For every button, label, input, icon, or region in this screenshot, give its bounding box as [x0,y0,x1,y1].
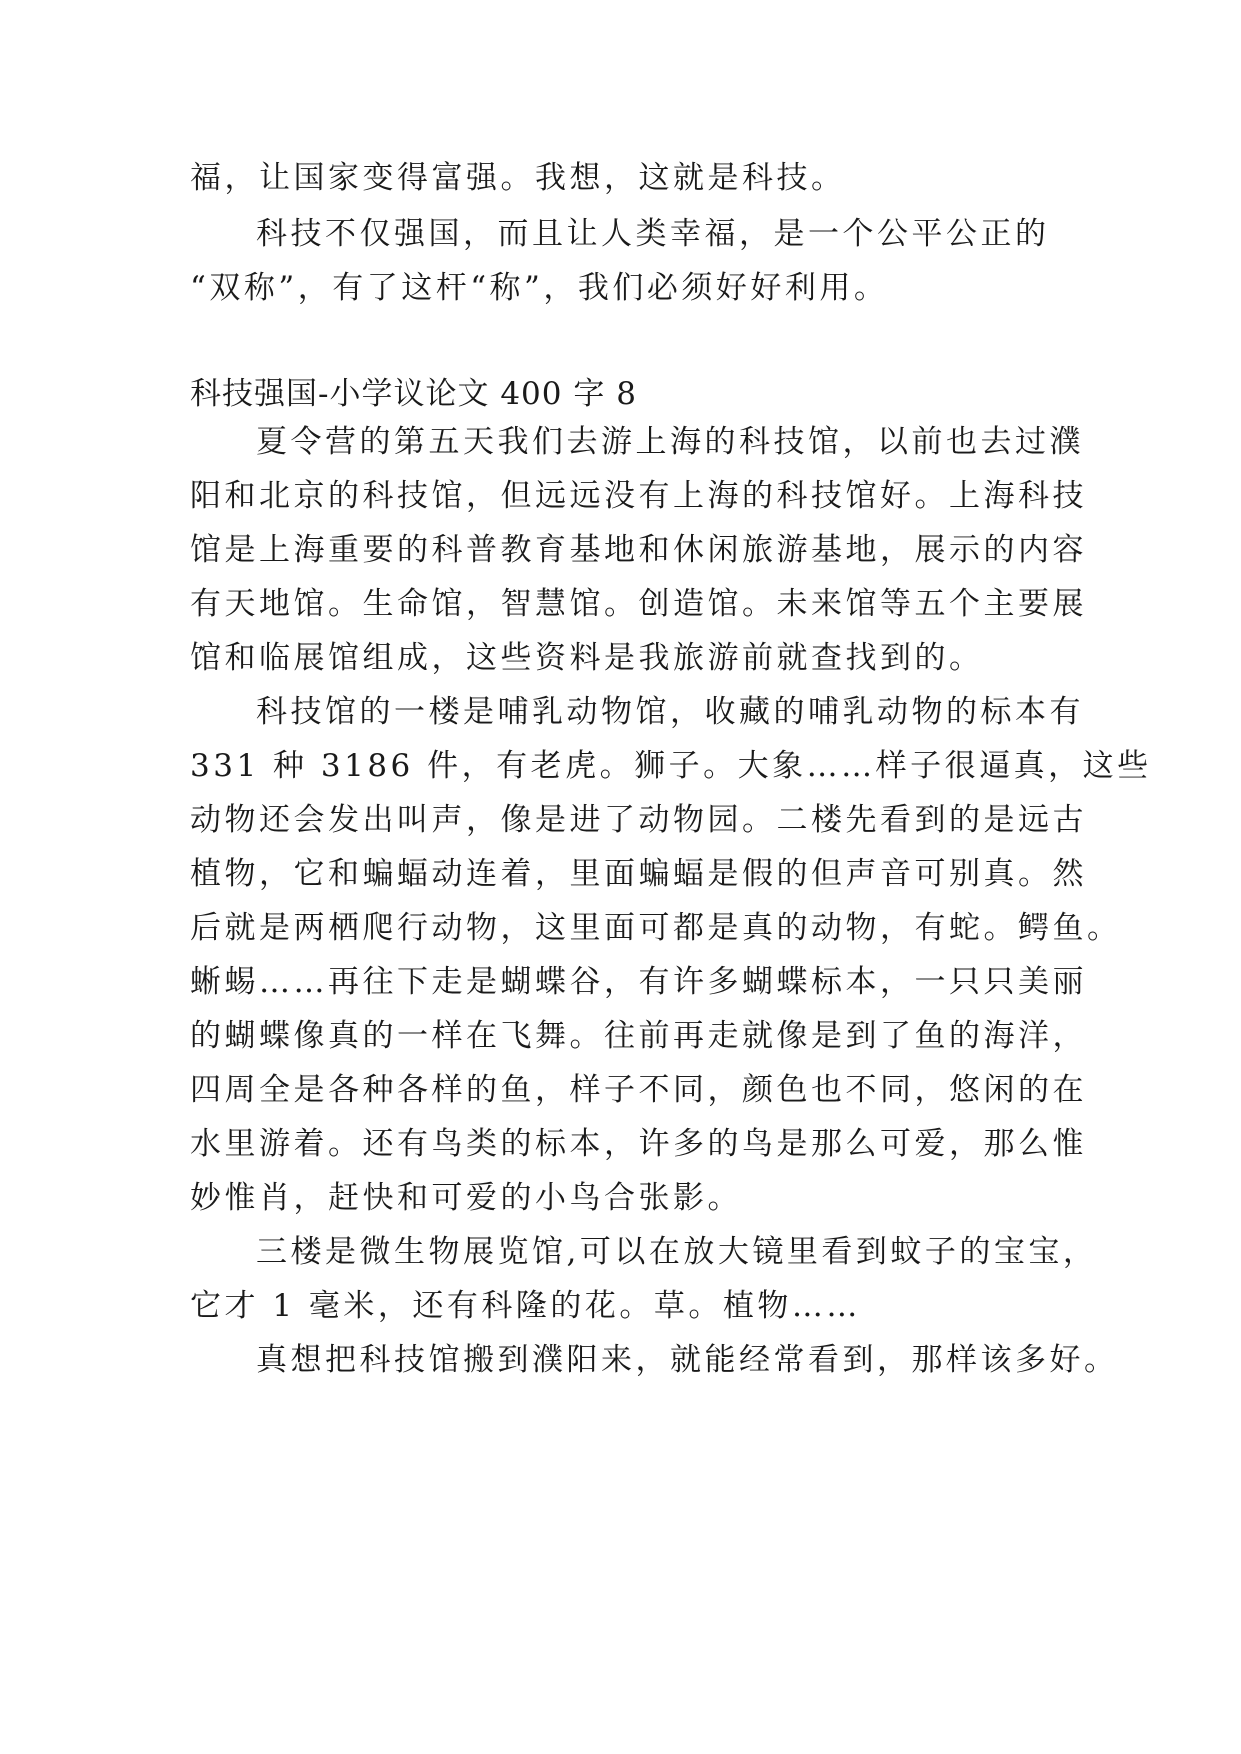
paragraph-line: 的蝴蝶像真的一样在飞舞。往前再走就像是到了鱼的海洋， [190,1018,1087,1054]
paragraph-line: 水里游着。还有鸟类的标本，许多的鸟是那么可爱，那么惟 [190,1126,1087,1162]
paragraph-line: 植物，它和蝙蝠动连着，里面蝙蝠是假的但声音可别真。然 [190,856,1087,892]
paragraph-line: 阳和北京的科技馆，但远远没有上海的科技馆好。上海科技 [190,478,1087,514]
paragraph-line: 动物还会发出叫声，像是进了动物园。二楼先看到的是远古 [190,802,1087,838]
paragraph-line: 有天地馆。生命馆，智慧馆。创造馆。未来馆等五个主要展 [190,586,1087,622]
paragraph-line: 科技馆的一楼是哺乳动物馆，收藏的哺乳动物的标本有 [256,694,1084,730]
paragraph-line: 蜥蜴……再往下走是蝴蝶谷，有许多蝴蝶标本，一只只美丽 [190,964,1087,1000]
paragraph-line: 331 种 3186 件，有老虎。狮子。大象……样子很逼真，这些 [190,748,1152,784]
paragraph-line: 三楼是微生物展览馆,可以在放大镜里看到蚊子的宝宝， [256,1234,1098,1270]
paragraph-line: 它才 1 毫米，还有科隆的花。草。植物…… [190,1288,861,1324]
paragraph-line: 夏令营的第五天我们去游上海的科技馆，以前也去过濮 [256,424,1084,460]
section-heading: 科技强国-小学议论文 400 字 8 [190,376,637,412]
paragraph-line: 四周全是各种各样的鱼，样子不同，颜色也不同，悠闲的在 [190,1072,1087,1108]
paragraph-line: 妙惟肖，赶快和可爱的小鸟合张影。 [190,1180,742,1216]
paragraph-line: 后就是两栖爬行动物，这里面可都是真的动物，有蛇。鳄鱼。 [190,910,1122,946]
paragraph-line: “双称”，有了这杆“称”，我们必须好好利用。 [190,270,889,306]
paragraph-line: 馆和临展馆组成，这些资料是我旅游前就查找到的。 [190,640,984,676]
paragraph-line: 科技不仅强国，而且让人类幸福，是一个公平公正的 [256,216,1050,252]
paragraph-line: 真想把科技馆搬到濮阳来，就能经常看到，那样该多好。 [256,1342,1119,1378]
paragraph-line: 馆是上海重要的科普教育基地和休闲旅游基地，展示的内容 [190,532,1087,568]
paragraph-line: 福，让国家变得富强。我想，这就是科技。 [190,160,846,196]
